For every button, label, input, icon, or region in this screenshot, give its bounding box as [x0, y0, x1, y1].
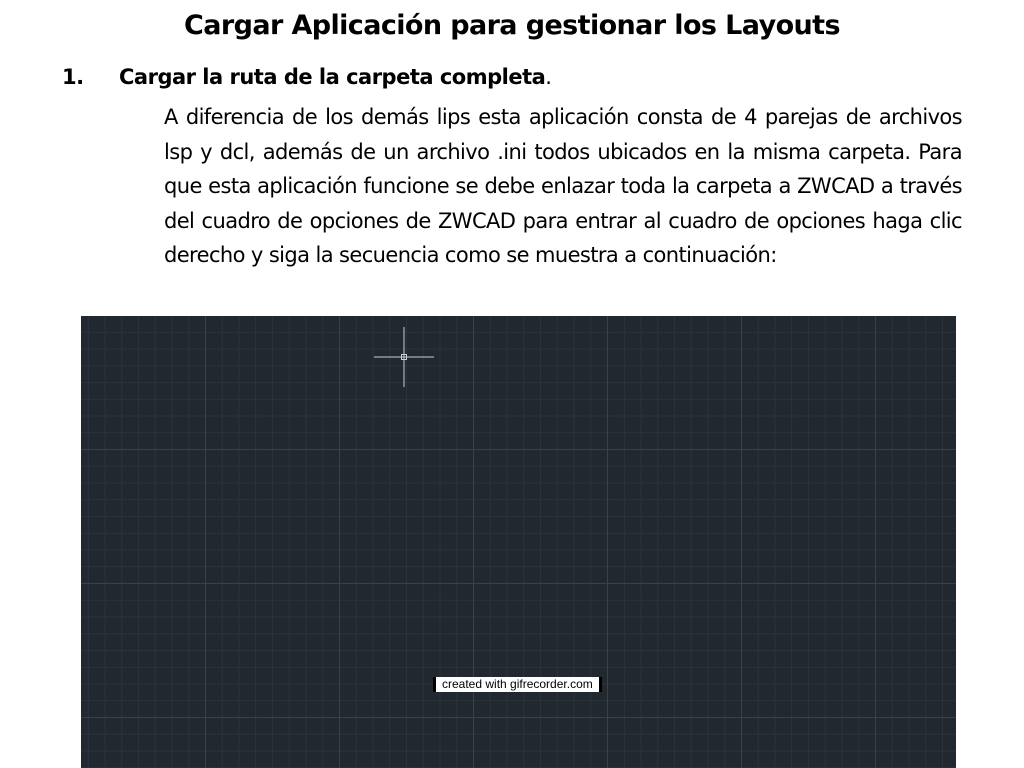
- step-text: [119, 63, 551, 91]
- step-number: 1.: [62, 65, 84, 89]
- slide-title: Cargar Aplicación para gestionar los Layouts: [184, 10, 840, 41]
- step-label: Cargar la ruta de la carpeta completa: [119, 65, 546, 89]
- description-paragraph: A diferencia de los demás lips esta aplicación consta de 4 parejas de archivos lsp y dcl, además de un archivo .ini todos ubicados en la misma carpeta. Para que esta aplicación funcione se debe enlazar toda la carpeta a ZWCAD a través del cuadro de opciones de ZWCAD para entrar al cuadro de opciones haga clic derecho y siga la secuencia como se muestra a continuación:: [164, 105, 962, 267]
- watermark-label: created with gifrecorder.com: [433, 677, 602, 692]
- cad-drawing-area[interactable]: [81, 316, 956, 768]
- step-label-suffix: .: [545, 65, 552, 89]
- crosshair-cursor-icon: [374, 327, 434, 387]
